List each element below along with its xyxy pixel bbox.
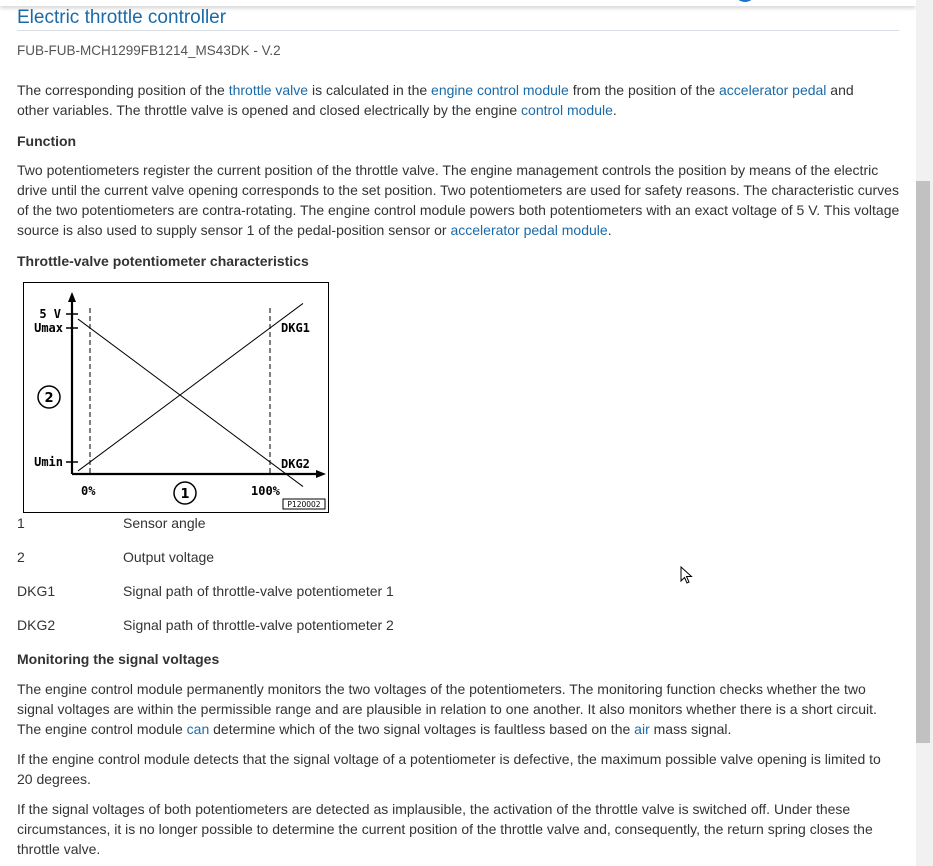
- monitoring-paragraph-1: [17, 679, 901, 739]
- x-label-0: 0%: [81, 484, 96, 498]
- link-air[interactable]: air: [634, 721, 650, 737]
- y-label-5v: 5 V: [39, 307, 61, 321]
- monitoring-paragraph-2: If the engine control module detects that the signal voltage of a potentiometer is defective, the maximum possible valve opening is limited to 20 degrees.: [17, 751, 881, 787]
- legend-key: DKG1: [17, 583, 56, 599]
- monitoring-text: determine which of the two signal voltages is faultless based on the: [209, 721, 635, 737]
- intro-text: The corresponding position of the: [17, 82, 229, 98]
- legend-desc: Output voltage: [123, 549, 215, 565]
- heading-monitoring: Monitoring the signal voltages: [17, 651, 220, 667]
- y-label-umin: Umin: [34, 455, 63, 469]
- function-text: .: [607, 222, 612, 238]
- legend-key: 1: [17, 515, 25, 531]
- marker-2-label: 2: [44, 391, 54, 406]
- link-accelerator-pedal[interactable]: accelerator pedal: [719, 82, 827, 98]
- intro-text: .: [612, 102, 617, 118]
- link-throttle-valve[interactable]: throttle valve: [228, 82, 309, 98]
- heading-function: Function: [17, 133, 77, 149]
- top-toolbar-edge: [0, 0, 916, 6]
- intro-text: from the position of the: [568, 82, 720, 98]
- series-label-dkg1: DKG1: [281, 321, 310, 335]
- link-can[interactable]: can: [186, 721, 210, 737]
- intro-text: is calculated in the: [308, 82, 432, 98]
- page-title: Electric throttle controller: [17, 7, 227, 28]
- title-divider: [17, 30, 899, 31]
- function-text: Two potentiometers register the current position of the throttle valve. The engine management controls the position by means of the electric drive until the current valve opening corresponds to the set position. Two potentiometers are used for safety reasons. The characteristic curves of the two potentiometers are contra-rotating. The engine control module powers both potentiometers with an exact voltage of 5 V. This voltage source is also used to supply sensor 1 of the pedal-position sensor or: [17, 162, 900, 238]
- characteristics-diagram: [23, 282, 329, 513]
- monitoring-text: mass signal.: [649, 721, 732, 737]
- document-id: FUB-FUB-MCH1299FB1214_MS43DK - V.2: [17, 43, 281, 58]
- function-paragraph: [17, 160, 901, 240]
- link-control-module[interactable]: control module: [521, 102, 613, 118]
- y-label-umax: Umax: [34, 321, 63, 335]
- marker-1-label: 1: [180, 487, 190, 502]
- figure-ref-label: P120002: [287, 500, 321, 509]
- series-label-dkg2: DKG2: [281, 457, 310, 471]
- intro-paragraph: [17, 80, 887, 120]
- x-label-100: 100%: [251, 484, 280, 498]
- legend-desc: Sensor angle: [123, 515, 206, 531]
- mouse-pointer-icon: [680, 566, 694, 586]
- legend-desc: Signal path of throttle-valve potentiometer 1: [123, 583, 394, 599]
- link-engine-control-module[interactable]: engine control module: [431, 82, 569, 98]
- monitoring-text: The engine control module permanently monitors the two voltages of the potentiometers. The monitoring function checks whether the two signal voltages are within the permissible range and are plausible in relation to one another. It also monitors whether there is a short circuit. The engine control module: [17, 681, 877, 737]
- intro-text: and other variables. The throttle valve is opened and closed electrically by the engine: [17, 82, 854, 118]
- link-accelerator-pedal-module[interactable]: accelerator pedal module: [450, 222, 608, 238]
- legend-desc: Signal path of throttle-valve potentiometer 2: [123, 617, 394, 633]
- legend-key: 2: [17, 549, 25, 565]
- legend-key: DKG2: [17, 617, 56, 633]
- scrollbar-thumb[interactable]: [916, 181, 930, 743]
- heading-characteristics: Throttle-valve potentiometer characteristics: [17, 253, 309, 269]
- monitoring-paragraph-3: If the signal voltages of both potentiometers are detected as implausible, the activation of the throttle valve is switched off. Under these circumstances, it is no longer possible to determine the current position of the throttle valve and, consequently, the return spring closes the throttle valve.: [17, 801, 873, 857]
